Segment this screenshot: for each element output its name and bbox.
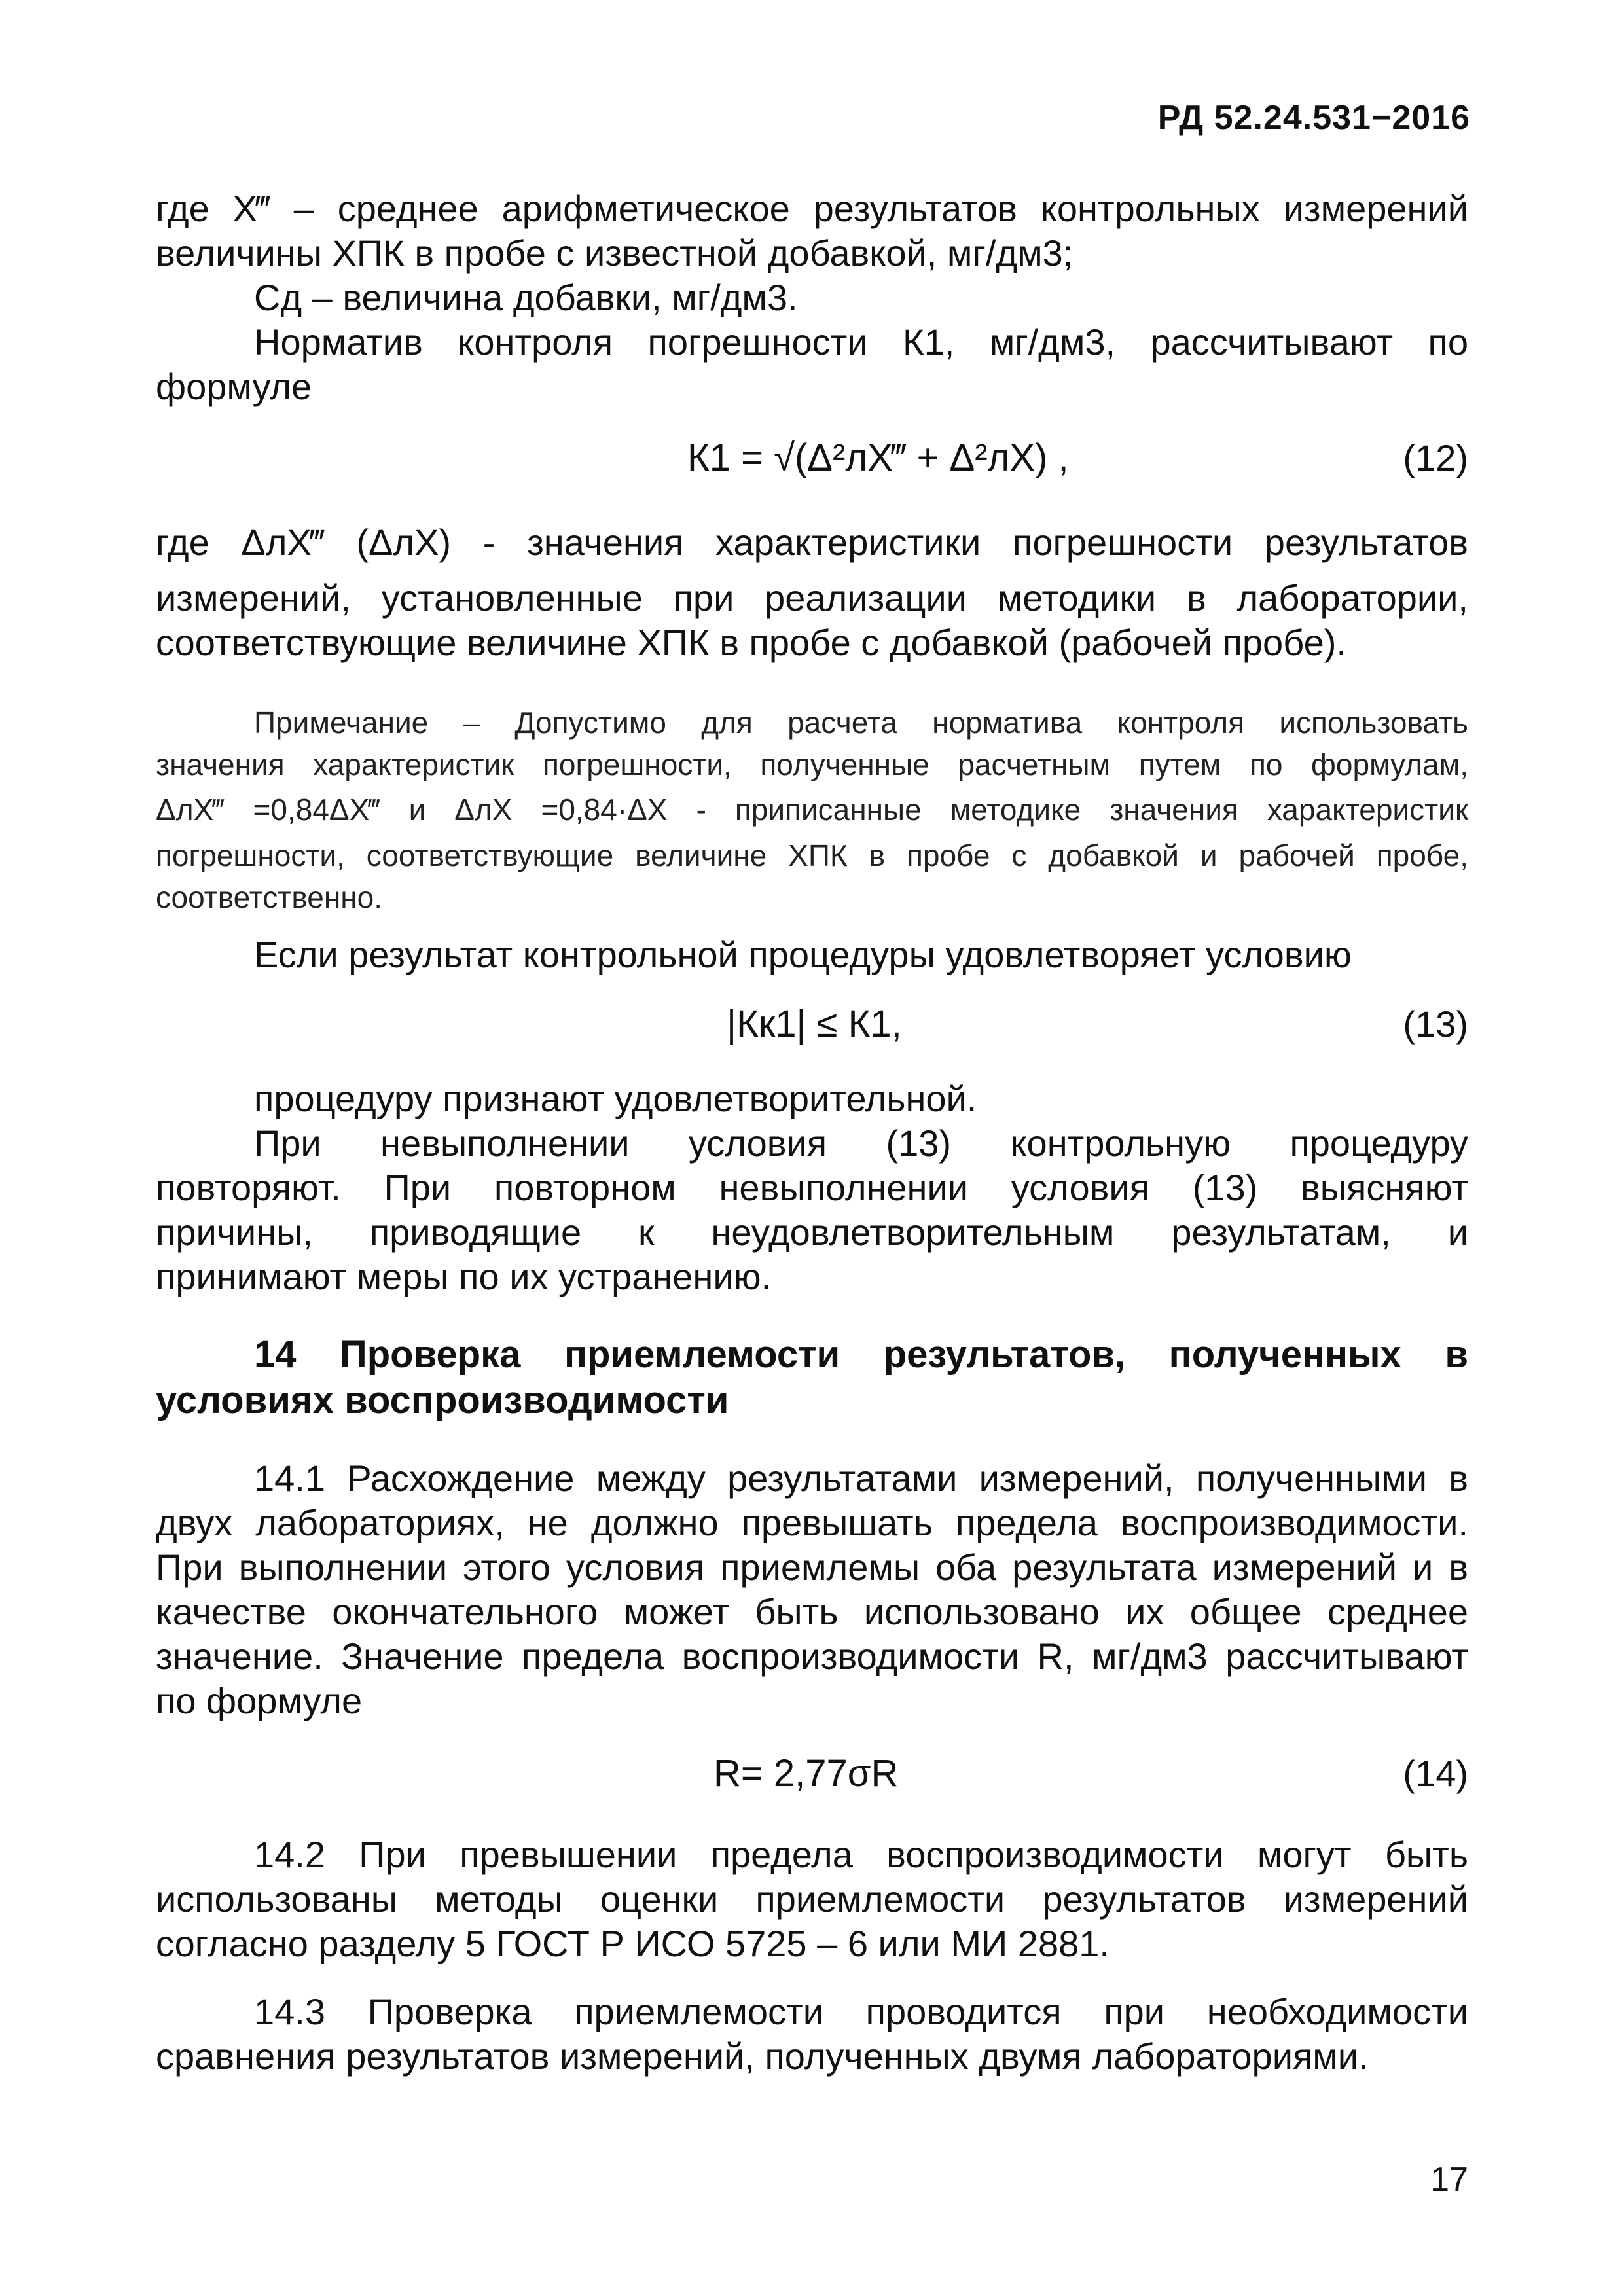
text-line: 14.1 Расхождение между результатами измерений, полученными в xyxy=(254,1458,1468,1499)
text-line: значение. Значение предела воспроизводимости R, мг/дм3 рассчитывают xyxy=(156,1636,1468,1677)
text-line: где X‴ – среднее арифметическое результатов контрольных измерений xyxy=(156,188,1468,229)
section-heading-line: условиях воспроизводимости xyxy=(156,1379,729,1422)
text-line: двух лабораториях, не должно превышать предела воспроизводимости. xyxy=(156,1502,1468,1543)
text-line: по формуле xyxy=(156,1680,363,1721)
text-line: причины, приводящие к неудовлетворительным результатам, и xyxy=(156,1211,1468,1253)
note-line: соответственно. xyxy=(156,880,383,914)
text-line: измерений, установленные при реализации методики в лаборатории, xyxy=(156,577,1468,619)
text-line: 14.3 Проверка приемлемости проводится при необходимости xyxy=(254,1991,1468,2032)
text-line: принимают меры по их устранению. xyxy=(156,1256,772,1297)
document-code: РД 52.24.531−2016 xyxy=(1157,99,1470,137)
equation-number: (13) xyxy=(1403,1003,1468,1045)
text-line: 14.2 При превышении предела воспроизводимости могут быть xyxy=(254,1834,1468,1875)
text-line: Норматив контроля погрешности К1, мг/дм3, рассчитывают по xyxy=(254,321,1468,363)
text-line: где ΔлX‴ (ΔлX) - значения характеристики погрешности результатов xyxy=(156,522,1468,563)
note-line: Примечание – Допустимо для расчета норматива контроля использовать xyxy=(254,706,1468,740)
text-line: Сд – величина добавки, мг/дм3. xyxy=(254,277,798,318)
text-line: использованы методы оценки приемлемости результатов измерений xyxy=(156,1878,1468,1920)
page-number: 17 xyxy=(1430,2161,1468,2198)
text-line: качестве окончательного может быть использовано их общее среднее xyxy=(156,1591,1468,1632)
text-line: процедуру признают удовлетворительной. xyxy=(254,1078,977,1119)
formula-14: R= 2,77σR xyxy=(713,1752,899,1795)
section-heading xyxy=(254,1332,1468,1378)
text-line: При выполнении этого условия приемлемы оба результата измерений и в xyxy=(156,1547,1468,1588)
equation-number: (12) xyxy=(1403,437,1468,478)
text-line: При невыполнении условия (13) контрольную процедуру xyxy=(254,1122,1468,1164)
text-line: величины ХПК в пробе с известной добавкой, мг/дм3; xyxy=(156,232,1074,274)
text-line: Если результат контрольной процедуры удовлетворяет условию xyxy=(254,934,1352,975)
text-line: согласно разделу 5 ГОСТ Р ИСО 5725 – 6 или МИ 2881. xyxy=(156,1923,1110,1964)
text-line: соответствующие величине ХПК в пробе с добавкой (рабочей пробе). xyxy=(156,622,1346,663)
text-line: сравнения результатов измерений, полученных двумя лабораториями. xyxy=(156,2036,1369,2077)
formula-13: |Кк1| ≤ К1, xyxy=(727,1003,902,1045)
formula-12: К1 = √(Δ²лX‴ + Δ²лX) , xyxy=(687,437,1069,479)
text-line: повторяют. При повторном невыполнении условия (13) выясняют xyxy=(156,1167,1468,1208)
section-heading xyxy=(156,1378,1468,1424)
section-heading-line: 14 Проверка приемлемости результатов, полученных в xyxy=(254,1333,1468,1376)
equation-number: (14) xyxy=(1403,1753,1468,1794)
note-line: ΔлX‴ =0,84ΔX‴ и ΔлX =0,84·ΔX - приписанные методике значения характеристик xyxy=(156,793,1468,827)
text-line: формуле xyxy=(156,366,312,407)
note-line: значения характеристик погрешности, полученные расчетным путем по формулам, xyxy=(156,747,1468,781)
note-line: погрешности, соответствующие величине ХПК в пробе с добавкой и рабочей пробе, xyxy=(156,838,1468,872)
